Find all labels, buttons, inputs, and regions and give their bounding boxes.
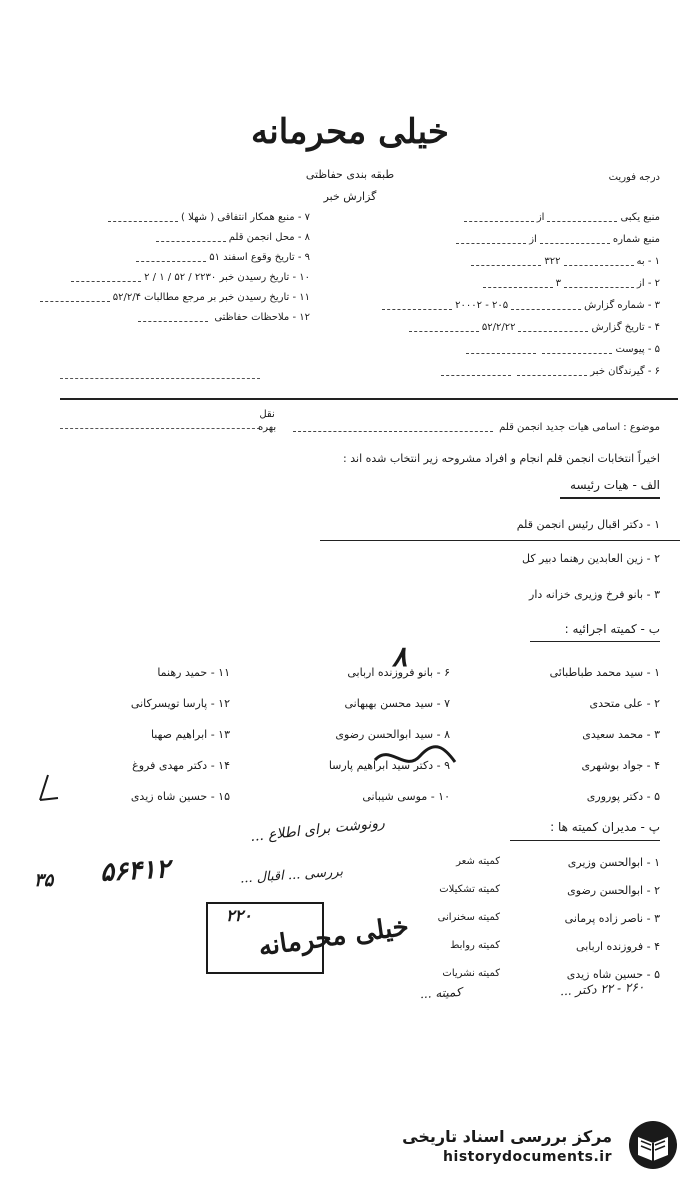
dotted-line <box>540 235 610 244</box>
header-field-value: از <box>536 212 545 223</box>
book-logo-icon <box>626 1119 680 1171</box>
section-underline <box>510 840 660 841</box>
dotted-line <box>138 313 208 322</box>
dotted-line <box>511 301 581 310</box>
header-field-row <box>406 322 660 333</box>
dotted-line <box>456 235 526 244</box>
section-a-item: ۲ - زین العابدین رهنما دبیر کل <box>521 552 660 565</box>
section-b-heading: ب - کمیته اجرائیه : <box>564 622 660 636</box>
executive-committee-member: ۱۱ - حمید رهنما <box>157 666 230 679</box>
committee-name: کمیته شعر <box>456 856 500 867</box>
header-field-label: ۲ - از <box>637 278 660 289</box>
header-field-row <box>438 366 660 377</box>
handwritten-note-2: بررسی ... اقبال ... <box>239 864 344 887</box>
subject-label: موضوع <box>629 422 660 433</box>
header-field-row <box>153 232 310 243</box>
dotted-line <box>471 257 541 266</box>
handwritten-number: ۵۶۴۱۲ <box>99 854 171 888</box>
executive-committee-member: ۲ - علی متحدی <box>589 697 660 710</box>
handwritten-small-number: ۳۵ <box>34 870 54 891</box>
dotted-line <box>564 279 634 288</box>
header-field-row <box>468 256 660 267</box>
dotted-line <box>564 257 634 266</box>
dotted-line <box>466 345 536 354</box>
subject-code-bottom: بهره <box>258 422 277 433</box>
executive-committee-member: ۱ - سید محمد طباطبائی <box>549 666 660 679</box>
dotted-line <box>517 367 587 376</box>
executive-committee-member: ۶ - بانو فروزنده اربابی <box>347 666 450 679</box>
committee-name: کمیته روابط <box>450 940 500 951</box>
header-field-value: ۳ <box>555 278 562 289</box>
handwritten-note-1: رونوشت برای اطلاع ... <box>249 814 386 846</box>
stamp-number: ۲۲۰ <box>226 906 252 925</box>
header-field-row <box>461 212 660 223</box>
committee-director: ۳ - ناصر زاده پرمانی <box>564 912 660 925</box>
dotted-line <box>547 213 617 222</box>
committee-director: ۱ - ابوالحسن وزیری <box>567 856 660 869</box>
executive-committee-member: ۱۲ - پارسا تویسرکانی <box>130 697 230 710</box>
header-field-label: ۶ - گیرندگان خبر <box>590 366 660 377</box>
executive-committee-member: ۵ - دکتر پوروری <box>586 790 660 803</box>
header-field-value: ۲۲۳۰ / ۵۲ / ۱ / ۲ <box>144 272 217 283</box>
header-field-value: ۲۰۵ - ۲۰۰۰۲ <box>455 300 509 311</box>
committee-name: کمیته نشریات <box>442 968 500 979</box>
dotted-line <box>518 323 588 332</box>
header-field-value: همکار انتفاقی ( شهلا ) <box>181 212 275 223</box>
header-field-value: ۵۲/۲/۴ <box>112 292 141 303</box>
section-underline <box>530 641 660 642</box>
header-field-label: ۱ - به <box>636 256 660 267</box>
executive-committee-member: ۸ - سید ابوالحسن رضوی <box>335 728 450 741</box>
dotted-line <box>40 293 110 302</box>
header-field-label: منبع شماره <box>612 234 660 245</box>
handwritten-scribble <box>370 738 460 778</box>
committee-director: ۲ - ابوالحسن رضوی <box>567 884 660 897</box>
header-field-row <box>453 234 660 245</box>
dotted-line <box>71 273 141 282</box>
footer-watermark <box>380 1115 680 1175</box>
dotted-line <box>483 279 553 288</box>
subject-text: اسامی هیات جدید انجمن قلم <box>499 422 621 433</box>
header-field-value: اسفند ۵۱ <box>209 252 248 263</box>
handwritten-bottom-note: ۲۶۰ - ۲۲ دکتر ... <box>559 979 645 999</box>
section-a-item: ۳ - بانو فرخ وزیری خزانه دار <box>529 588 660 601</box>
dotted-line <box>136 253 206 262</box>
header-field-value: ۵۲/۲/۲۲ <box>481 322 516 333</box>
section-a-item: ۱ - دکتر اقبال رئیس انجمن قلم <box>516 518 660 531</box>
executive-committee-member: ۱۰ - موسی شیبانی <box>362 790 450 803</box>
section-underline <box>560 497 660 499</box>
executive-committee-member: ۱۴ - دکتر مهدی فروغ <box>132 759 230 772</box>
executive-committee-member: ۹ - دکتر سید ابراهیم پارسا <box>328 759 450 772</box>
executive-committee-member: ۷ - سید محسن بهبهانی <box>344 697 450 710</box>
executive-committee-member: ۱۵ - حسین شاه زیدی <box>130 790 230 803</box>
section-a-heading: الف - هیات رئیسه <box>570 478 660 492</box>
header-field-label: ۱۲ - ملاحظات حفاظتی <box>214 312 310 323</box>
committee-director: ۴ - فروزنده اربابی <box>576 940 660 953</box>
header-field-label: منبع یکبی <box>620 212 660 223</box>
department-label: طبقه بندی حفاظتی <box>305 168 395 181</box>
classification-title: خیلی محرمانه <box>251 112 449 152</box>
section-c-heading: پ - مدیران کمیته ها : <box>550 820 660 834</box>
header-field-row <box>379 300 660 311</box>
handwritten-signature: کمیته ... <box>419 984 462 1002</box>
dotted-line <box>156 233 226 242</box>
dotted-line <box>409 323 479 332</box>
dotted-line <box>464 213 534 222</box>
header-field-row <box>480 278 660 289</box>
intro-text: اخیراً انتخابات انجمن قلم انجام و افراد مشروحه زیر انتخاب شده اند : <box>343 452 660 465</box>
report-type-label: گزارش خبر <box>323 190 377 203</box>
committee-director: ۵ - حسین شاه زیدی <box>566 968 660 981</box>
header-field-row <box>463 344 660 355</box>
header-field-row <box>37 292 310 303</box>
subject-line: موضوع : اسامی هیات جدید انجمن قلم <box>290 422 660 433</box>
header-field-value: انجمن قلم <box>228 232 273 243</box>
header-field-label: ۷ - منبع <box>277 212 310 223</box>
subject-code <box>258 408 276 434</box>
dotted-line <box>542 345 612 354</box>
footer-title: مرکز بررسی اسناد تاریخی <box>402 1127 612 1146</box>
header-field-label: ۳ - شماره گزارش <box>584 300 660 311</box>
dotted-line <box>293 423 493 432</box>
stamp-text: خیلی محرمانه <box>256 911 411 963</box>
executive-committee-member: ۳ - محمد سعیدی <box>582 728 660 741</box>
header-field-label: ۱۱ - تاریخ رسیدن خبر بر مرجع مطالبات <box>144 292 310 303</box>
dotted-line <box>441 367 511 376</box>
urgency-label: درجه فوریت <box>608 172 660 183</box>
dotted-line <box>382 301 452 310</box>
handwritten-mark <box>28 770 68 820</box>
header-field-label: ۸ - محل <box>275 232 310 243</box>
header-field-value: ۳۲۲ <box>544 256 561 267</box>
header-field-label: ۵ - پیوست <box>615 344 660 355</box>
header-separator <box>60 398 678 400</box>
footer-url: historydocuments.ir <box>443 1149 612 1165</box>
header-field-row <box>68 272 310 283</box>
header-field-row <box>105 212 310 223</box>
committee-name: کمیته سخنرانی <box>437 912 500 923</box>
handwritten-margin-mark: ۸ <box>392 640 408 673</box>
header-field-value: از <box>529 234 537 245</box>
executive-committee-member: ۴ - جواد بوشهری <box>581 759 660 772</box>
header-field-label: ۹ - تاریخ وقوع <box>250 252 310 263</box>
header-field-label: ۱۰ - تاریخ رسیدن خبر <box>219 272 310 283</box>
subject-code-top: نقل <box>259 409 275 420</box>
header-field-row <box>133 252 310 263</box>
executive-committee-member: ۱۳ - ابراهیم صهبا <box>150 728 230 741</box>
header-field-row <box>135 312 310 323</box>
dotted-line <box>60 428 260 429</box>
committee-name: کمیته تشکیلات <box>439 884 500 895</box>
header-field-label: ۴ - تاریخ گزارش <box>591 322 660 333</box>
section-underline <box>320 540 680 541</box>
dotted-line <box>108 213 178 222</box>
dotted-line <box>60 378 260 379</box>
